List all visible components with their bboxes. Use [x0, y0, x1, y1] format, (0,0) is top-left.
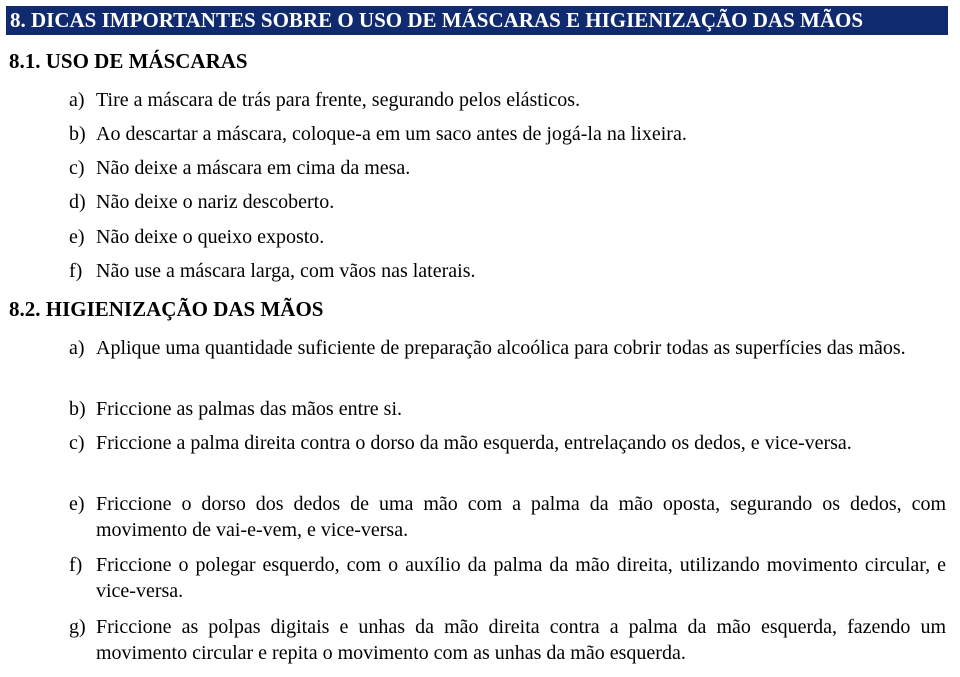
list-item-text: Friccione o dorso dos dedos de uma mão com a palma da mão oposta, segurando os dedos, com movimento de vai-e-vem, e vice-versa.	[96, 493, 946, 541]
list-marker: b)	[69, 123, 86, 145]
list-item-text: Não deixe a máscara em cima da mesa.	[96, 157, 411, 179]
subsection-heading-hands: 8.2. HIGIENIZAÇÃO DAS MÃOS	[9, 297, 324, 321]
list-item	[69, 552, 946, 604]
list-item-text: Ao descartar a máscara, coloque-a em um saco antes de jogá-la na lixeira.	[96, 123, 687, 145]
list-item-text: Friccione as palmas das mãos entre si.	[96, 398, 403, 420]
list-marker: a)	[69, 337, 85, 359]
list-item-text: Não use a máscara larga, com vãos nas laterais.	[96, 260, 476, 282]
list-marker: g)	[69, 616, 86, 638]
section-title: 8. DICAS IMPORTANTES SOBRE O USO DE MÁSCARAS E HIGIENIZAÇÃO DAS MÃOS	[6, 6, 948, 35]
list-marker: e)	[69, 493, 85, 515]
list-marker: b)	[69, 398, 86, 420]
list-item	[69, 430, 946, 456]
list-item-text: Tire a máscara de trás para frente, segurando pelos elásticos.	[96, 89, 581, 111]
subsection-heading-masks: 8.1. USO DE MÁSCARAS	[9, 49, 248, 73]
list-item	[69, 189, 946, 215]
list-marker: a)	[69, 89, 85, 111]
list-item	[69, 155, 946, 181]
list-item	[69, 335, 946, 361]
list-item	[69, 258, 946, 284]
list-marker: e)	[69, 226, 85, 248]
list-item-text: Friccione as polpas digitais e unhas da mão direita contra a palma da mão esquerda, fazendo um movimento circular e repita o movimento com as unhas da mão esquerda.	[96, 616, 946, 664]
list-item-text: Friccione a palma direita contra o dorso da mão esquerda, entrelaçando os dedos, e vice-versa.	[96, 432, 852, 454]
list-item-text: Não deixe o queixo exposto.	[96, 226, 325, 248]
list-marker: c)	[69, 157, 85, 179]
list-item	[69, 224, 946, 250]
list-marker: d)	[69, 191, 86, 213]
list-item	[69, 614, 946, 666]
list-item-text: Friccione o polegar esquerdo, com o auxílio da palma da mão direita, utilizando movimento circular, e vice-versa.	[96, 554, 946, 602]
list-item	[69, 491, 946, 543]
list-item-text: Aplique uma quantidade suficiente de preparação alcoólica para cobrir todas as superfícies das mãos.	[96, 337, 906, 359]
list-marker: f)	[69, 260, 83, 282]
list-item-text: Não deixe o nariz descoberto.	[96, 191, 335, 213]
list-marker: c)	[69, 432, 85, 454]
list-item	[69, 87, 946, 113]
list-item	[69, 121, 946, 147]
list-item	[69, 396, 946, 422]
list-marker: f)	[69, 554, 83, 576]
